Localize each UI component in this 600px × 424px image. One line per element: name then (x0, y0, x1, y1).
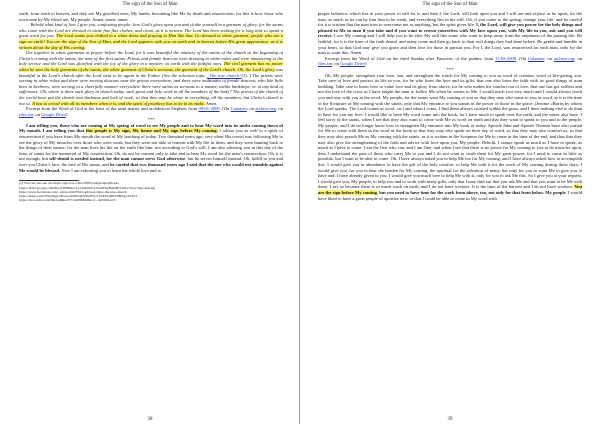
highlighted-text: It has to crowd with all its members when it is, and the spirit of prophecy has to be in its midst. (32, 100, 205, 106)
link-google-drive[interactable]: Google Drive (340, 61, 365, 67)
link-date[interactable]: 09-01-2008 (198, 106, 220, 112)
highlighted-text: The Lord wants you clothed in a white dress and praying to Him like that. Go dressed in white garment, people who are a sign on earth! You are the sign of the Son of Man, and the Lord appears with you on earth and in heaven before His great appearance, as it is written about the day of His coming. (19, 33, 283, 50)
link-calameo[interactable]: Calameo (230, 106, 247, 112)
paragraph: Get together in white garments at prayer before the Lord, for it was beautiful the ministry of the saints of the church at the beginning of Christ’s coming with the saints, the time of the first saints. Priests and female deacons were dressing in white robes and were ministering to the holy service and the Lord was glorified with the joy of the glory in a mystery on earth with the faithful ones. The civil garment has no power when he sees the holy garments of the saints, the white garment of Christ’s servants, the garment of the Lord’s church. Oh, the Lord’s glory was beautiful in the Lord’s church after the Lord went to be again in the Father. (See the selection topic „The true church”(1). ) The priests were serving in white robes and there were serving deacons near the priests everywhere, and there were multitudes of female deacons, who like little bees in beehives, were serving in a cheerfully manner everywhere there were saints as servants to a master, within hardships, or in any kind of sufferance. Oh, where is there such glory in church today, such great and holy work in all the members of the body? The priests of the church of the world have put the church into darkness and lack of work, so that they may be alone in everything, all the members, but Christ’s church is not so. It has to crowd with all its members when it is, and the spirit of prophecy has to be in its midst. Amen. (19, 50, 283, 106)
separator: *** (446, 66, 454, 72)
link-google-drive[interactable]: Google Drive (41, 111, 66, 117)
link-archive-org[interactable]: archive.org (255, 106, 276, 112)
highlighted-text: The civil garment has no power when he sees the holy garments of the saints, the white garment of Christ’s servants, the garment of the Lord’s church. Oh, the Lord’s glory (19, 61, 283, 72)
page-number-right: 39 (447, 417, 453, 422)
link-calameo[interactable]: Calameo (528, 55, 545, 61)
link-date[interactable]: 11-05-2008 (494, 55, 517, 61)
link-true-church[interactable]: „The true church” (206, 72, 242, 78)
paragraph: Excerpt from the Word of God on the third Sunday after Passover, of the psalms, from 11-05-2008. (On Calameo; on archive.org; on files.fm; on Google Drive) (318, 55, 582, 67)
paragraph: I am telling you, those who are coming at My spring of word to see My people and to hear My word into its midst coming down of My mouth. I am telling you that this people is My sign, My house and My sign before My coming. I advise you as well to a spirit of resurrection if you have from My mouth the word of My teaching of today. Two thousand years ago, very often His crowd was following Me to see the glory of My miracles over those who were weak, but they were not able to remain with My life in them, and they were hunting back to the things of their nature, for the man lives his life on the earth like him, not according to God’s will. I am also advising you in this day of the feast of saints for the memorial of My resurrection. Oh, do not be content only to take and to hear My word for the man’s resurrection. Oh, it is not enough, but self-denial is needed instead, for the man cannot serve God otherwise, but he serves himself instead. Oh, fulfill in you and over you Christ’s face, the face of His saints, and be careful that two thousand years ago I said that the one who would not stumble against Me would be blessed. Now I am exhorting you to learn the whole love and to (19, 122, 283, 173)
right-page (300, 0, 600, 424)
paragraph: Excerpt from the Word of God at the feast of the saint martyr and archdeacon Stephen, from 09-01-2008. (On Calameo; on archive.org; on files.fm; on Google Drive) (19, 106, 283, 117)
link-files-fm[interactable]: files.fm (318, 61, 333, 67)
highlighted-text: You are the sign before My coming (318, 184, 582, 195)
paragraph: . . Behold what kind of love I give you, confessing people: love God’s glory upon you and clothe yourself in a garment of glory, for the saints who come with the Lord are dressed in white fine flax clothes, and clean, as it is written. The Lord has been seeking for a long time to speak a great word for you. The Lord wants you clothed in a white dress and praying to Him like that. Go dressed in white garment, people who are a sign on earth! You are the sign of the Son of Man, and the Lord appears with you on earth and in heaven before His great appearance, as it is written about the day of His coming. (19, 22, 283, 50)
separator: *** (147, 117, 155, 123)
footnote (19, 181, 283, 202)
link-archive-org[interactable]: archive.org (553, 55, 575, 61)
left-page-body (19, 11, 283, 412)
highlighted-text: this people is My sign, My house and My sign before My coming. (85, 128, 218, 134)
footnote-link[interactable]: https://issuu.com/795Q3qgLbR/docs/lt0EtQEYSk9WCCJYPYQNEX6BzQw3XbCJ (19, 194, 138, 199)
footnote-link[interactable]: https://drive.google.com/file/d/1BD0kvcLLpNPqmCSJ5azdF0pHdG8EVzmw/view?usp=sharing (19, 185, 156, 190)
running-head-right: The sign of the Son of Man (422, 2, 478, 7)
footnote-link[interactable]: https://www.facebook.com/...photo.html?fbid=gZ/post/show-the-true-church (19, 189, 127, 194)
footnote-link[interactable]: https://docs.zoho.com/file/uq9kk12771416968466e12...1a05942e2c5 (19, 198, 116, 203)
footnote-line: (1) You can also see on: https://app.box.com/s/3993yd4qgte9pr48fcu4a (19, 181, 119, 186)
link-files-fm[interactable]: files.fm (19, 111, 34, 117)
paragraph: earth, from earth to heaven, and they are My glorified ones, My lambs, becoming like Me by death and resurrection, for this is how those who overcome by My blood are, My people. Amen, amen, amen. (19, 11, 283, 22)
paragraph: Oh, My people, strengthen your love, son, and strengthen the watch for My coming to you as word of creation, word of life-giving, son. Take care of love and protect its life in you, for he who loses the love and its gifts, that one also loses the faith with its good things of man building. Take care to know how to value love and its glory from above, for he who makes his comfort out of love, that one has got selfless and not the love of the cross as I have taught the man to follow Me when he comes to Me. I would teach you very much and I would always teach you and stay with you in the word, My people, for the saints want My coming to you so that they may also come to you as word, as it is the time of the Scripture of My coming with the saints, only that My entrance to you stands in the power of those in the grace. (Jerome «Burns by whom the Lord speaks. The Lord comes as word. r.n.) and when I come, I find them always crushed within the grass, and I have nothing else to do than to have for you my love. I would like to have My word come into the book, for I have much to speak over the earth, and the saints also have. I feel sorry of the saints, when I see that they also want to come with Me as word on earth and that they want to speak to you and to the people, My people, and I do no longer know how to strengthen My entrance into My book of today. Apostle John and Apostle Thomas have also waited for Me to come with them in the word of the book so that they may also speak on their day of word, so that they may also comfort us, so that they may also preach Me as My coming with the saints, as it is written in the Scripture for Me to come in the time of the end, and thus that they may also give the strengthening of the faith and advice with love upon you, My people. Behold, I cannot speak as much as I have to speak, as much as I have to come. I am the One who can, and I am One; and when I see that there is no power for My coming to you to do miracles upon, then I understand the pain of those who carry Me to you and I do not want to crush them for My great power, for I need to come in little as possible, but I want to be able to come. Oh, I have always asked you to help Me too for My coming, and I have always asked how to accomplish this. I would give you in abundance to have the gift of the holy comfort, to help Me with it for the work of My coming during these days; I would give you, for you to hear the burden for My coming, the spiritual for the salvation of many, but only for you to want Me to give you to have and; I have already given to you. I would give you much love to help Me with it, only for you to ask Me this. So I give you at your request. I would give you, My people, to help you and to work with many gifts, only that I may find out that you ask Me and that you want to be Me with them. I say so because there is so much work on earth, and I do not have workers. It is the time of the harvest and I do not have workers. You are the sign before My coming, but you need to have time for the work from above, too, not only for that from below. My people, I would have liked to have a great people of apostles now, or that I could be able to come in My word with (318, 72, 582, 201)
running-head-left: The sign of the Son of Man (122, 2, 178, 7)
right-page-body (318, 11, 582, 412)
paragraph: proper behavior, which lies in your power to still for it, and then I, the Lord, will look upon you and I will see and rejoice or be upset, for the man, as much as he can by him him to be weak, and everything lies in his will. Oh, if you come to the spring, change your life, and be careful for it is written that the man tries to overcome not as anything, but the spirit gives life. I, the Lord, will give you power for the holy things and pleased to Me in man if you take and if you want to crown yourselves with My face upon you, with My life in you, ask and you will receive. Love My coming and I will help you to be after My will like some who want to keep away from the emptiness of the passing life. Be faithful, for it is the time of the faith denial, and many come and then go back to their evil things they had done before. Be gentle and humble in your heart, so that God may give you grace and then love for those in pursuit you. For I, the Lord, was resurrected for each man, only for the man to want this. Amen. (318, 11, 582, 56)
page-number-left: 38 (147, 417, 153, 422)
